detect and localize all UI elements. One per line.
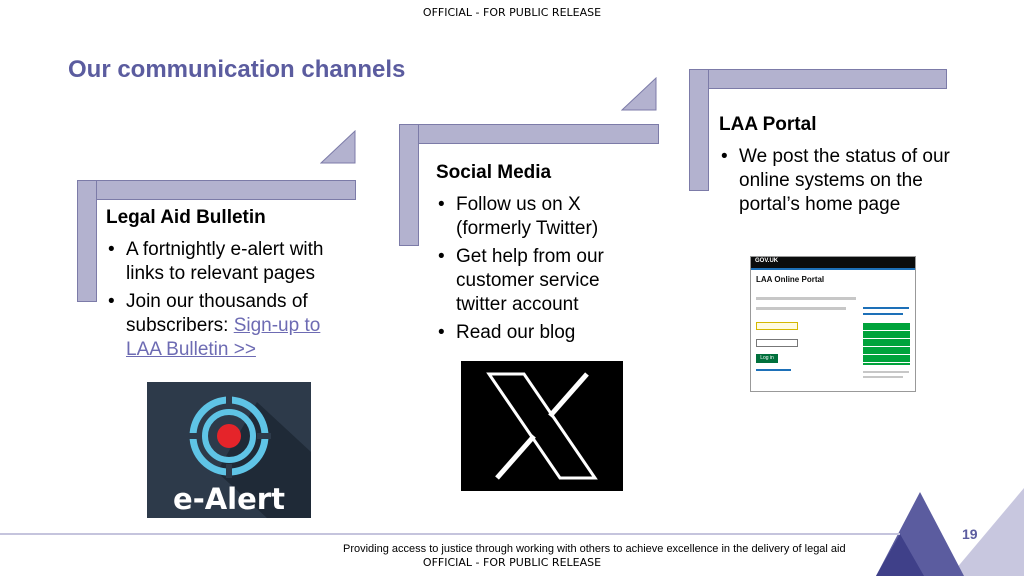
page-number: 19 xyxy=(962,526,978,542)
placeholder-line xyxy=(863,376,903,378)
signup-link[interactable]: Sign-up to LAA Bulletin >> xyxy=(126,315,321,360)
e-alert-label: e-Alert xyxy=(173,482,285,516)
portal-screenshot-heading: LAA Online Portal xyxy=(756,275,825,284)
bulletin-bullet-text: A fortnightly e-alert with links to relevant pages xyxy=(126,239,324,284)
footer-line xyxy=(0,533,900,535)
service-status-table xyxy=(863,323,910,365)
password-input xyxy=(756,339,798,347)
classification-footer: OFFICIAL - FOR PUBLIC RELEASE xyxy=(422,556,602,569)
placeholder-line xyxy=(756,307,846,310)
social-bullet: • Read our blog xyxy=(436,321,651,345)
portal-bracket-top xyxy=(689,69,947,89)
portal-title: LAA Portal xyxy=(719,114,817,135)
bulletin-bullet xyxy=(106,290,356,362)
placeholder-line xyxy=(756,297,856,300)
placeholder-line xyxy=(863,371,909,373)
portal-card xyxy=(719,114,959,221)
placeholder-link xyxy=(863,307,909,309)
slide-title: Our communication channels xyxy=(68,56,406,83)
portal-screenshot-header xyxy=(751,257,915,268)
step-triangle-2 xyxy=(621,77,657,111)
placeholder-link xyxy=(863,313,903,315)
classification-header: OFFICIAL - FOR PUBLIC RELEASE xyxy=(422,6,602,19)
social-bullet: • Get help from our customer service twitter account xyxy=(436,245,651,317)
bulletin-bullet xyxy=(106,238,356,286)
portal-screenshot xyxy=(750,256,916,392)
footer-tagline: Providing access to justice through working with others to achieve excellence in the delivery of legal aid xyxy=(343,543,846,555)
step-triangle-1 xyxy=(320,130,356,164)
bulletin-bullet-text: Join our thousands of subscribers: xyxy=(126,291,308,336)
social-title: Social Media xyxy=(436,162,552,183)
x-logo-image xyxy=(461,361,623,491)
x-logo-icon xyxy=(461,361,623,491)
social-card xyxy=(436,162,651,349)
bulletin-bracket-top xyxy=(77,180,356,200)
placeholder-link xyxy=(756,369,791,371)
e-alert-image xyxy=(147,382,311,518)
gov-uk-label: GOV.UK xyxy=(755,258,779,264)
social-bracket-left xyxy=(399,124,419,246)
portal-login-button: Log in xyxy=(756,354,778,363)
bulletin-bracket-left xyxy=(77,180,97,302)
bulletin-title: Legal Aid Bulletin xyxy=(106,207,266,228)
portal-bullet: • We post the status of our online systems on the portal’s home page xyxy=(719,145,959,217)
username-input xyxy=(756,322,798,330)
portal-bracket-left xyxy=(689,69,709,191)
bulletin-card xyxy=(106,207,356,366)
social-bullet: • Follow us on X (formerly Twitter) xyxy=(436,193,651,241)
social-bracket-top xyxy=(399,124,659,144)
